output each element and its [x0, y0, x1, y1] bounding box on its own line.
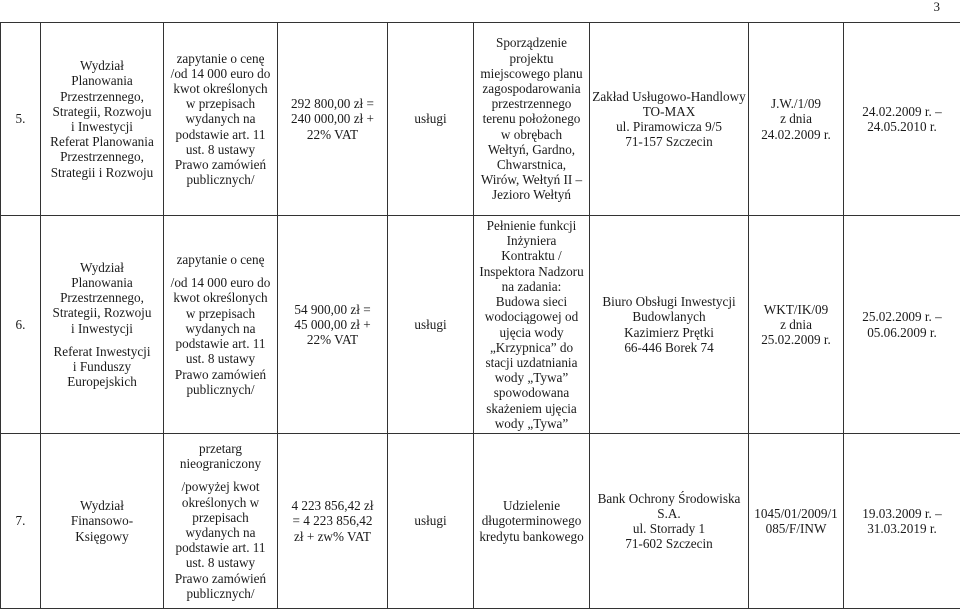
table-row	[1, 434, 960, 609]
row-number-cell: 5.	[1, 23, 41, 216]
contractor-line: ul. Piramowicza 9/5	[616, 119, 722, 134]
organizational-unit-line: Wydział	[80, 259, 124, 275]
organizational-unit-line: Przestrzennego,	[60, 149, 144, 165]
contract-number-line: 25.02.2009 r.	[761, 332, 831, 348]
contractor-cell	[590, 23, 749, 216]
contract-number-line: 24.02.2009 r.	[761, 126, 831, 142]
page-number: 3	[933, 0, 940, 14]
procurement-mode-line: podstawie art. 11	[175, 540, 266, 556]
contract-type-cell: usługi	[388, 434, 474, 609]
procurement-mode-line: nieograniczony	[179, 456, 262, 472]
contract-subject-line: wodociągowej od	[484, 309, 579, 325]
contract-subject-line: wody „Tywa”	[494, 370, 569, 386]
contract-period-line: 31.03.2019 r.	[867, 521, 937, 536]
procurement-mode-line: podstawie art. 11	[175, 336, 266, 352]
procurement-mode-line: przepisach	[192, 509, 249, 525]
contract-subject-line: Sporządzenie	[495, 35, 568, 51]
contract-subject-line: stacji uzdatniania	[485, 354, 578, 370]
contract-value-line: 45 000,00 zł +	[294, 316, 371, 332]
organizational-unit-cell	[41, 23, 164, 216]
contract-value-line: 22% VAT	[306, 332, 359, 348]
contract-subject-cell	[474, 216, 590, 434]
contract-subject-line: spowodowana	[493, 385, 570, 401]
contract-value-cell	[278, 216, 388, 434]
procurement-mode-line	[166, 471, 275, 479]
contract-subject-line: Inspektora Nadzoru	[479, 263, 584, 279]
contract-period-cell	[844, 434, 960, 609]
procurement-mode-line: /powyżej kwot	[181, 479, 260, 495]
contract-subject-line: Wirów, Wełtyń II –	[480, 172, 583, 188]
procurement-mode-line: kwot określonych	[173, 80, 268, 96]
procurement-mode-line: określonych w	[181, 494, 260, 510]
organizational-unit-line: Strategii i Rozwoju	[50, 164, 154, 180]
contract-period-cell	[844, 216, 960, 434]
contractor-line: Biuro Obsługi Inwestycji	[602, 294, 736, 310]
organizational-unit-line: Referat Planowania	[50, 134, 154, 150]
procurement-mode-line: ust. 8 ustawy	[185, 555, 256, 571]
contract-number-line: z dnia	[780, 111, 812, 127]
organizational-unit-line: Księgowy	[75, 528, 129, 544]
contract-number-cell	[749, 23, 844, 216]
procurement-mode-line: ust. 8 ustawy	[185, 351, 256, 367]
row-number-cell: 7.	[1, 434, 41, 609]
procurement-mode-line: przetarg	[199, 440, 242, 456]
contractor-line: TO-MAX	[642, 103, 696, 119]
procurement-mode-line: podstawie art. 11	[175, 126, 266, 142]
contract-value-line: 22% VAT	[306, 126, 359, 142]
organizational-unit-line: Europejskich	[67, 374, 137, 390]
organizational-unit-line: Wydział	[80, 58, 124, 74]
contractor-line: ul. Storrady 1	[632, 521, 706, 536]
contract-value-line: 240 000,00 zł +	[291, 111, 374, 127]
contract-number-cell	[749, 434, 844, 609]
contract-subject-line: terenu położonego	[482, 111, 581, 127]
procurement-mode-line: zapytanie o cenę	[176, 252, 265, 268]
contract-period-line: 24.05.2010 r.	[867, 119, 937, 134]
procurement-mode-line: wydanych na	[185, 111, 256, 127]
procurement-mode-line: w przepisach	[185, 96, 256, 112]
procurement-mode-line: zapytanie o cenę	[176, 50, 265, 66]
organizational-unit-line: Przestrzennego,	[60, 88, 144, 104]
contract-subject-line: skażeniem ujęcia	[486, 400, 577, 416]
contract-subject-line: zagospodarowania	[482, 80, 581, 96]
organizational-unit-line: Przestrzennego,	[60, 290, 144, 306]
table-row	[1, 23, 960, 216]
contractor-line: Budowlanych	[632, 309, 706, 325]
contractor-line: 71-157 Szczecin	[625, 134, 713, 150]
contract-subject-line: długoterminowego	[481, 513, 582, 529]
contractor-line: 66-446 Borek 74	[624, 339, 714, 355]
contract-period-line: 25.02.2009 r. –	[862, 309, 942, 325]
contract-number-line: WKT/IK/09	[763, 301, 829, 317]
row-number-cell: 6.	[1, 216, 41, 434]
procurement-mode-line: ust. 8 ustawy	[185, 141, 256, 157]
contract-number-line: 1045/01/2009/1	[754, 505, 838, 521]
procurement-mode-line: /od 14 000 euro do	[170, 275, 271, 291]
procurement-mode-line: Prawo zamówień	[174, 366, 267, 382]
contract-subject-line: na zadania:	[501, 278, 562, 294]
contractor-line: S.A.	[657, 505, 681, 521]
contract-period-line: 05.06.2009 r.	[867, 324, 937, 340]
procurement-mode-line: wydanych na	[185, 320, 256, 336]
contract-value-cell	[278, 23, 388, 216]
contract-value-cell	[278, 434, 388, 609]
organizational-unit-line: Strategii, Rozwoju	[52, 103, 152, 119]
contract-subject-cell	[474, 434, 590, 609]
contract-subject-line: ujęcia wody	[499, 324, 564, 340]
organizational-unit-cell	[41, 216, 164, 434]
organizational-unit-line	[43, 336, 161, 344]
contract-subject-line: Chwarstnica,	[496, 157, 567, 172]
contract-number-line: z dnia	[780, 316, 812, 332]
contracts-table	[0, 22, 960, 609]
procurement-mode-line	[166, 267, 275, 275]
contract-subject-line: Kontraktu /	[501, 248, 562, 264]
procurement-mode-cell	[164, 23, 278, 216]
contract-value-line: = 4 223 856,42	[292, 513, 373, 529]
contract-period-line: 19.03.2009 r. –	[862, 505, 942, 521]
contractor-cell	[590, 434, 749, 609]
procurement-mode-line: publicznych/	[186, 585, 255, 601]
procurement-mode-line: publicznych/	[186, 172, 255, 188]
contract-value-line: 4 223 856,42 zł	[291, 498, 374, 514]
contract-value-line: zł + zw% VAT	[294, 528, 371, 544]
procurement-mode-line: w przepisach	[185, 305, 256, 321]
procurement-mode-cell	[164, 216, 278, 434]
organizational-unit-line: Strategii, Rozwoju	[52, 305, 152, 321]
organizational-unit-line: i Inwestycji	[71, 119, 133, 134]
procurement-mode-line: Prawo zamówień	[174, 570, 267, 586]
table-row	[1, 216, 960, 434]
organizational-unit-line: Referat Inwestycji	[53, 343, 151, 359]
contractor-line: Zakład Usługowo-Handlowy	[592, 88, 746, 104]
contract-type-cell: usługi	[388, 23, 474, 216]
organizational-unit-line: Wydział	[80, 498, 124, 514]
contract-subject-line: wody „Tywa”	[494, 415, 569, 431]
contract-subject-line: Inżyniera	[506, 233, 557, 249]
organizational-unit-line: i Funduszy	[72, 358, 132, 374]
contractor-line: Kazimierz Prętki	[624, 324, 714, 340]
contractor-cell	[590, 216, 749, 434]
contract-subject-cell	[474, 23, 590, 216]
procurement-mode-line: publicznych/	[186, 381, 255, 397]
contract-number-line: 085/F/INW	[765, 521, 827, 536]
contract-number-cell	[749, 216, 844, 434]
organizational-unit-cell	[41, 434, 164, 609]
contract-subject-line: Wełtyń, Gardno,	[487, 141, 576, 157]
contract-period-line: 24.02.2009 r. –	[862, 103, 942, 119]
contract-subject-line: Budowa sieci	[495, 294, 568, 310]
procurement-mode-line: /od 14 000 euro do	[170, 65, 271, 81]
organizational-unit-line: i Inwestycji	[71, 320, 133, 336]
contract-period-cell	[844, 23, 960, 216]
contract-subject-line: Jezioro Wełtyń	[492, 187, 571, 203]
contract-subject-line: przestrzennego	[491, 96, 572, 112]
contract-subject-line: kredytu bankowego	[479, 528, 584, 544]
contract-value-line: 292 800,00 zł =	[291, 96, 374, 112]
contract-value-line: 54 900,00 zł =	[294, 301, 371, 317]
procurement-mode-line: Prawo zamówień	[174, 157, 267, 172]
contractor-line: 71-602 Szczecin	[625, 536, 713, 552]
procurement-mode-line: wydanych na	[185, 525, 256, 540]
procurement-mode-cell	[164, 434, 278, 609]
contract-subject-line: „Krzypnica” do	[489, 339, 574, 355]
contract-subject-line: w obrębach	[500, 126, 563, 142]
contract-number-line: J.W./1/09	[770, 96, 822, 112]
organizational-unit-line: Planowania	[71, 274, 133, 290]
contract-type-cell: usługi	[388, 216, 474, 434]
organizational-unit-line: Finansowo-	[70, 513, 134, 529]
contractor-line: Bank Ochrony Środowiska	[597, 490, 741, 506]
contract-subject-line: projektu	[509, 50, 554, 66]
procurement-mode-line: kwot określonych	[173, 290, 268, 306]
contract-subject-line: miejscowego planu	[480, 65, 583, 81]
contract-subject-line: Udzielenie	[502, 498, 561, 514]
contract-subject-line: Pełnienie funkcji	[486, 218, 577, 234]
organizational-unit-line: Planowania	[71, 73, 133, 89]
